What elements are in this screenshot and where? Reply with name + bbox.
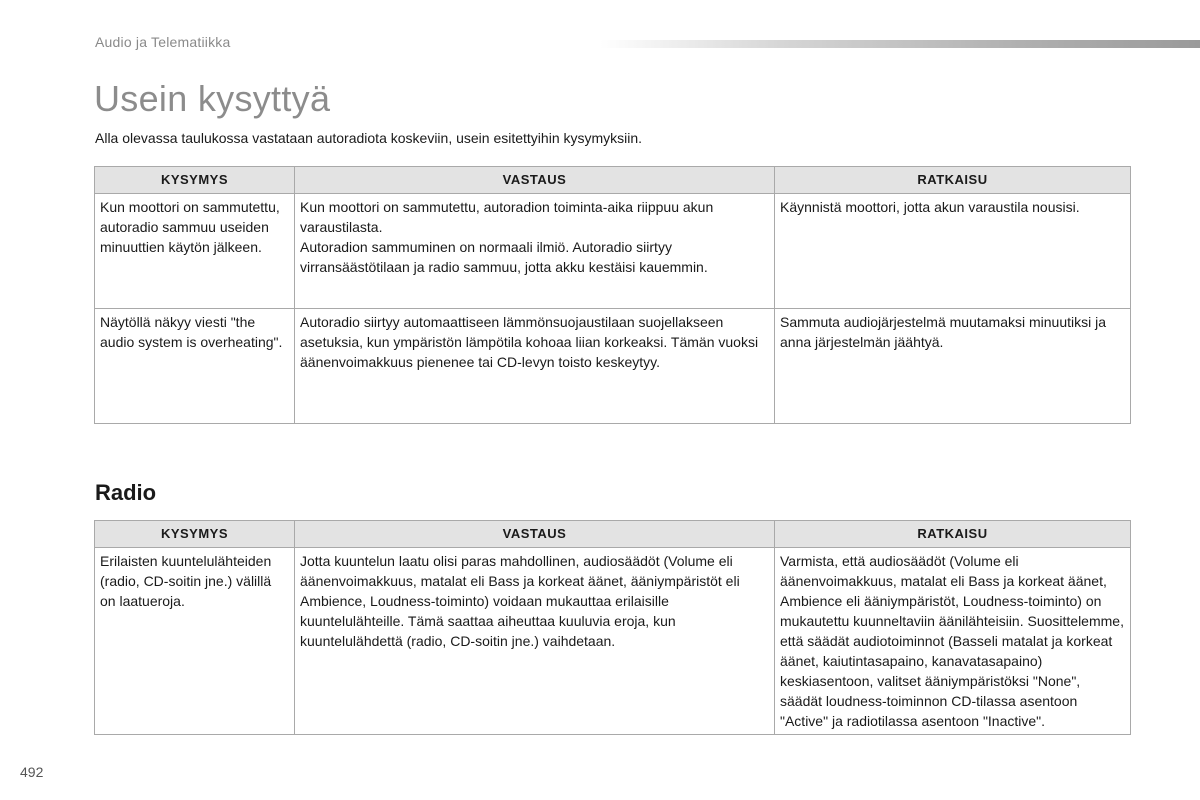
column-header-question: KYSYMYS: [95, 521, 295, 548]
answer-cell: Kun moottori on sammutettu, autoradion toiminta-aika riippuu akun varaustilasta. Autoradion sammuminen on normaali ilmiö. Autoradio siirtyy virransäästötilaan ja radio sammuu, jotta akku kestäisi kauemmin.: [295, 194, 775, 309]
table-header-row: [95, 521, 1131, 548]
answer-cell: Jotta kuuntelun laatu olisi paras mahdollinen, audiosäädöt (Volume eli äänenvoimakkuus, matalat eli Bass ja korkeat äänet, ääniympäristöt eli Ambience, Loudness-toiminto) voidaan mukauttaa erilaisille kuuntelulähteille. Tämä saattaa aiheuttaa kuuluvia eroja, kun kuuntelulähdettä (radio, CD-soitin jne.) vaihdetaan.: [295, 548, 775, 735]
answer-cell: Autoradio siirtyy automaattiseen lämmönsuojaustilaan suojellakseen asetuksia, kun ympäristön lämpötila kohoaa liian korkeaksi. Tämän vuoksi äänenvoimakkuus pienenee tai CD-levyn toisto keskeytyy.: [295, 309, 775, 424]
column-header-answer: VASTAUS: [295, 521, 775, 548]
question-cell: Näytöllä näkyy viesti "the audio system is overheating".: [95, 309, 295, 424]
faq-table: [94, 166, 1131, 424]
solution-cell: Varmista, että audiosäädöt (Volume eli äänenvoimakkuus, matalat eli Bass ja korkeat äänet, Ambience eli ääniympäristöt, Loudness-toiminto) on mukautettu kuunneltaviin äänilähteisiin. Suosittelemme, että säädät audiotoiminnot (Basseli matalat ja korkeat äänet, kaiutintasapaino, kanavatasapaino) keskiasentoon, valitset ääniympäristöksi "None", säädät loudness-toiminnon CD-tilassa asentoon "Active" ja radiotilassa asentoon "Inactive".: [775, 548, 1131, 735]
column-header-solution: RATKAISU: [775, 521, 1131, 548]
page-title: Usein kysyttyä: [94, 78, 331, 119]
column-header-solution: RATKAISU: [775, 167, 1131, 194]
table-row: [95, 309, 1131, 424]
radio-table: [94, 520, 1131, 735]
question-cell: Kun moottori on sammutettu, autoradio sammuu useiden minuuttien käytön jälkeen.: [95, 194, 295, 309]
column-header-question: KYSYMYS: [95, 167, 295, 194]
header-decorative-bar: [600, 40, 1200, 48]
table-row: [95, 194, 1131, 309]
column-header-answer: VASTAUS: [295, 167, 775, 194]
table-row: [95, 548, 1131, 735]
solution-cell: Käynnistä moottori, jotta akun varaustila nousisi.: [775, 194, 1131, 309]
section-label: Audio ja Telematiikka: [95, 34, 231, 50]
intro-text: Alla olevassa taulukossa vastataan autoradiota koskeviin, usein esitettyihin kysymyksiin.: [95, 130, 643, 146]
question-cell: Erilaisten kuuntelulähteiden (radio, CD-soitin jne.) välillä on laatueroja.: [95, 548, 295, 735]
page-number: 492: [20, 764, 44, 780]
solution-cell: Sammuta audiojärjestelmä muutamaksi minuutiksi ja anna järjestelmän jäähtyä.: [775, 309, 1131, 424]
radio-heading: Radio: [95, 480, 157, 505]
table-header-row: [95, 167, 1131, 194]
